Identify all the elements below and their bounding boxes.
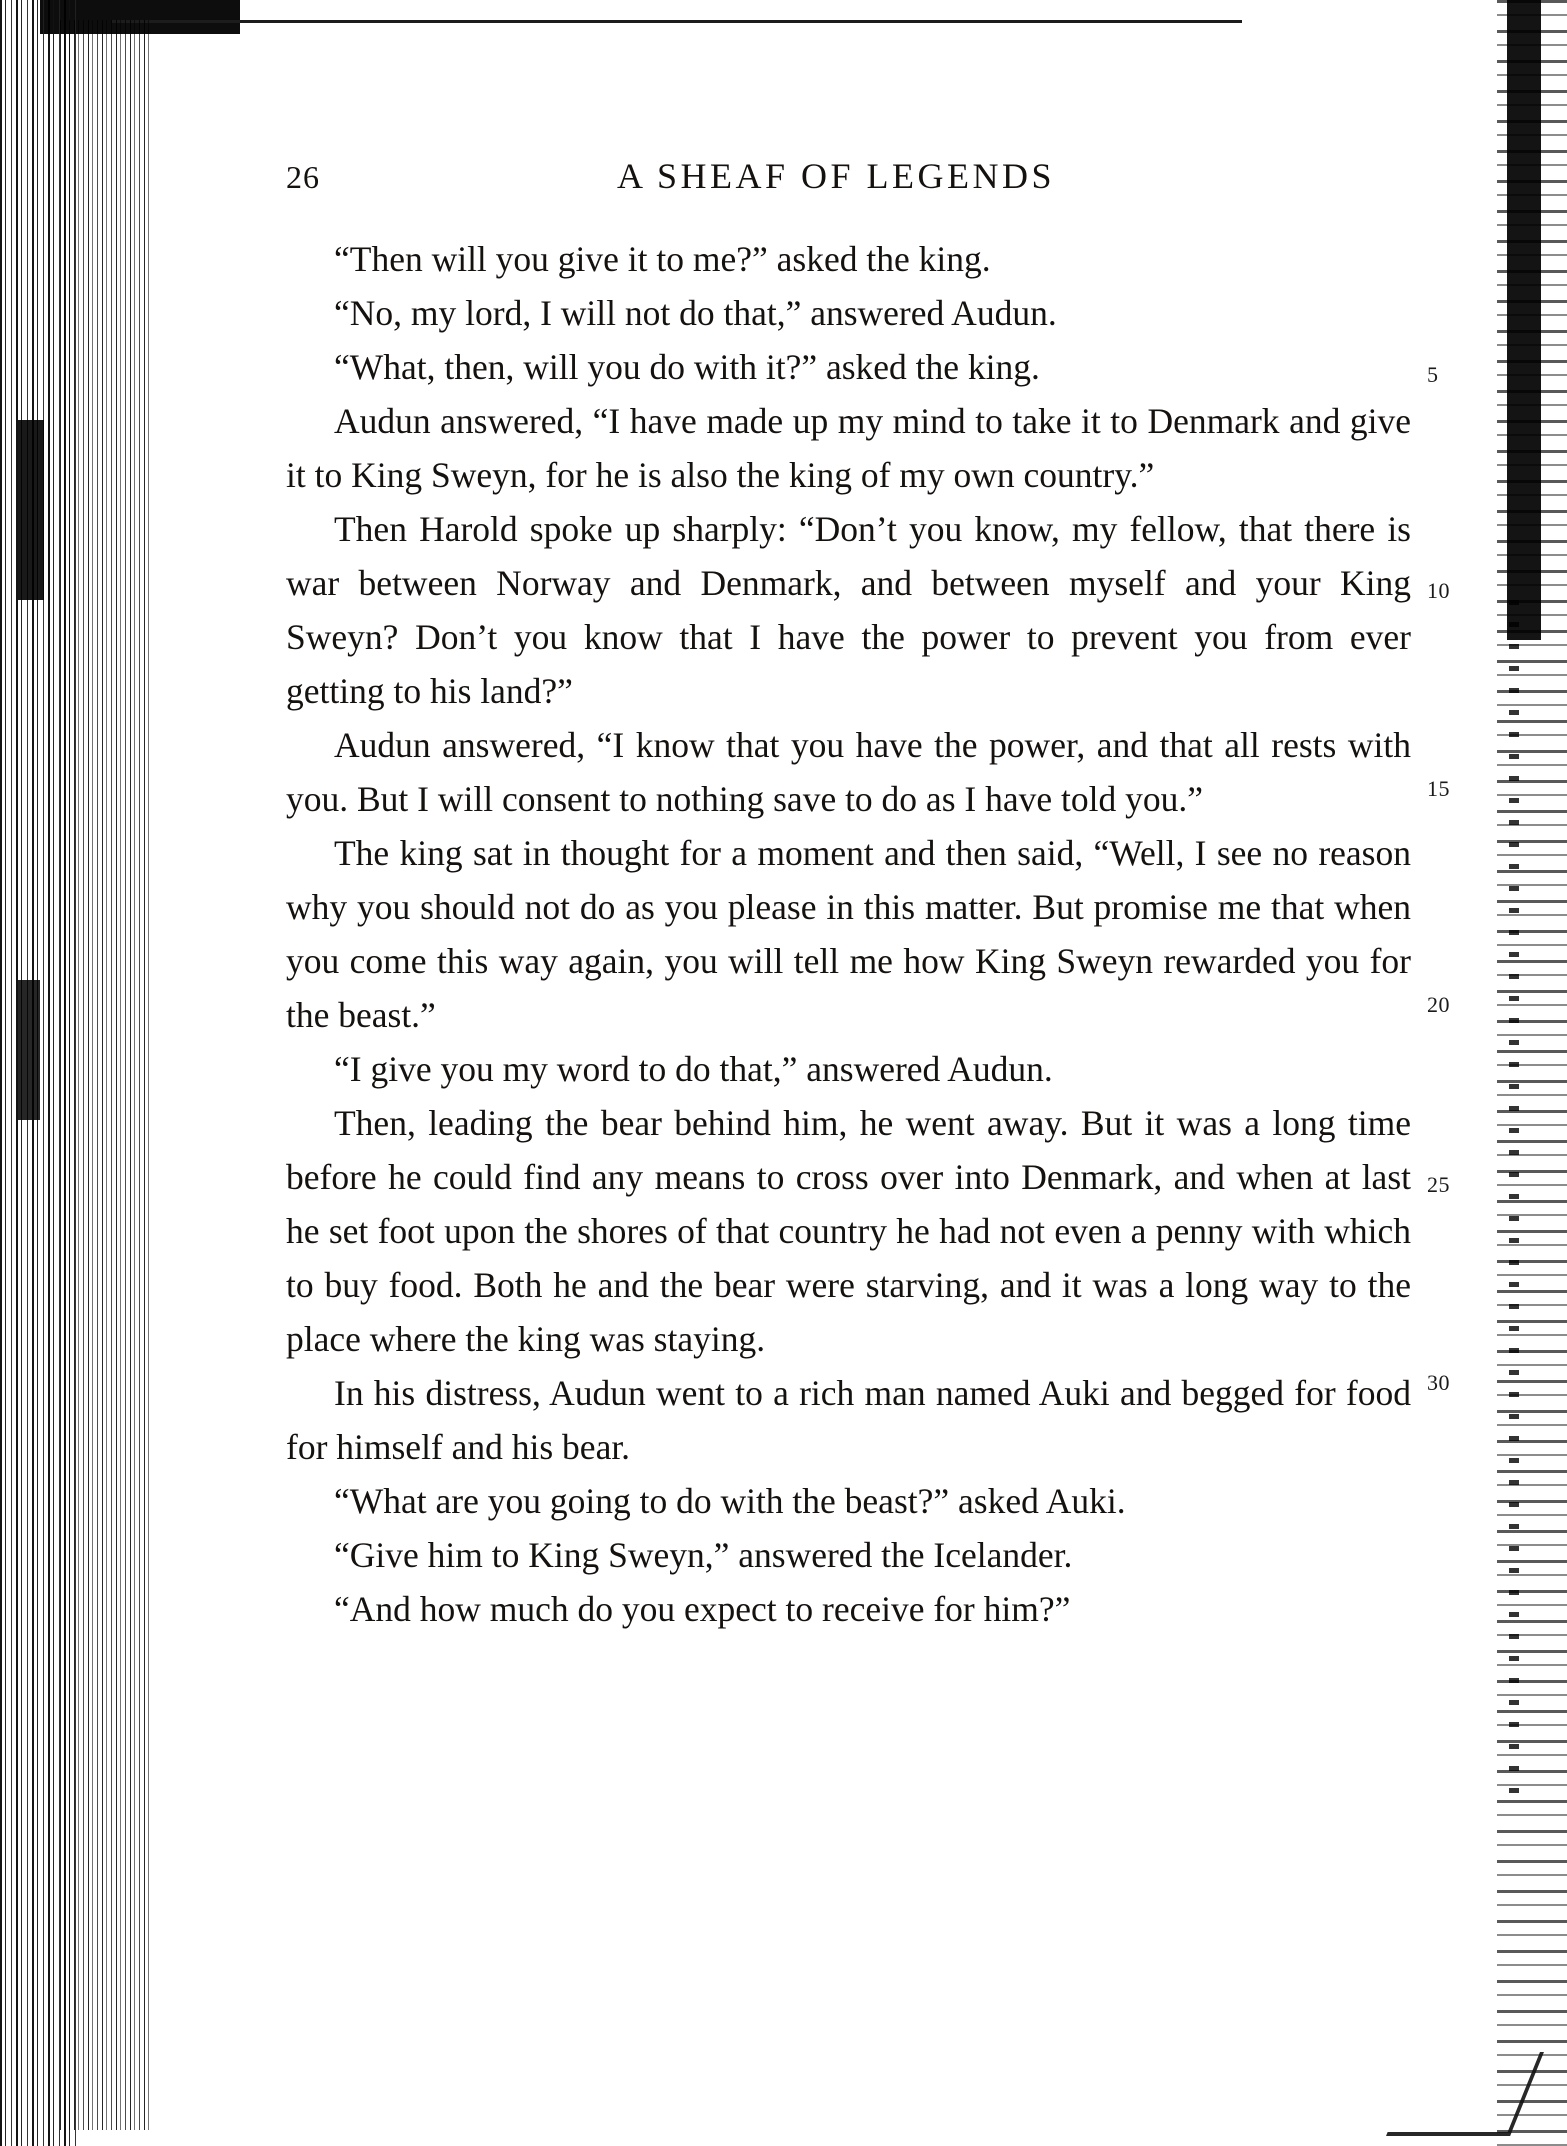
paragraph: “Then will you give it to me?” asked the king. bbox=[334, 239, 991, 279]
line-number: 15 bbox=[1427, 776, 1450, 801]
paragraph: “Give him to King Sweyn,” answered the Icelander. bbox=[334, 1535, 1073, 1575]
paragraph: “What, then, will you do with it?” asked the king. bbox=[334, 347, 1040, 387]
body-text-column bbox=[286, 232, 1411, 1636]
line-number: 5 bbox=[1427, 362, 1439, 387]
paragraph: The king sat in thought for a moment and then said, “Well, I see no reason why you should not do as you please in this matter. But promise me that when you come this way again, you will tell me how King Sweyn rewarded you for the beast.” bbox=[286, 833, 1411, 1035]
paragraph: Audun answered, “I have made up my mind to take it to Denmark and give it to King Sweyn, for he is also the king of my own country.” bbox=[286, 401, 1411, 495]
paragraph: Audun answered, “I know that you have the power, and that all rests with you. But I will consent to nothing save to do as I have told you.” bbox=[286, 725, 1411, 819]
paragraph: Then, leading the bear behind him, he went away. But it was a long time before he could find any means to cross over into Denmark, and when at last he set foot upon the shores of that country he had not even a penny with which to buy food. Both he and the bear were starving, and it was a long way to the place where the king was staying. bbox=[286, 1103, 1411, 1359]
paragraph: In his distress, Audun went to a rich man named Auki and begged for food for himself and his bear. bbox=[286, 1373, 1411, 1467]
running-head bbox=[286, 155, 1416, 197]
page-number: 26 bbox=[286, 159, 320, 195]
paragraph: Then Harold spoke up sharply: “Don’t you know, my fellow, that there is war between Norway and Denmark, and between myself and your King Sweyn? Don’t you know that I have the power to prevent you from ever getting to his land?” bbox=[286, 509, 1411, 711]
line-number: 30 bbox=[1427, 1370, 1450, 1395]
paragraph: “I give you my word to do that,” answered Audun. bbox=[334, 1049, 1053, 1089]
paragraph: “And how much do you expect to receive for him?” bbox=[334, 1589, 1071, 1629]
line-number: 20 bbox=[1427, 992, 1450, 1017]
page-title: A SHEAF OF LEGENDS bbox=[616, 156, 1056, 196]
paragraph: “No, my lord, I will not do that,” answered Audun. bbox=[334, 293, 1057, 333]
paragraph: “What are you going to do with the beast?” asked Auki. bbox=[334, 1481, 1126, 1521]
line-number: 25 bbox=[1427, 1172, 1450, 1197]
line-number: 10 bbox=[1427, 578, 1450, 603]
